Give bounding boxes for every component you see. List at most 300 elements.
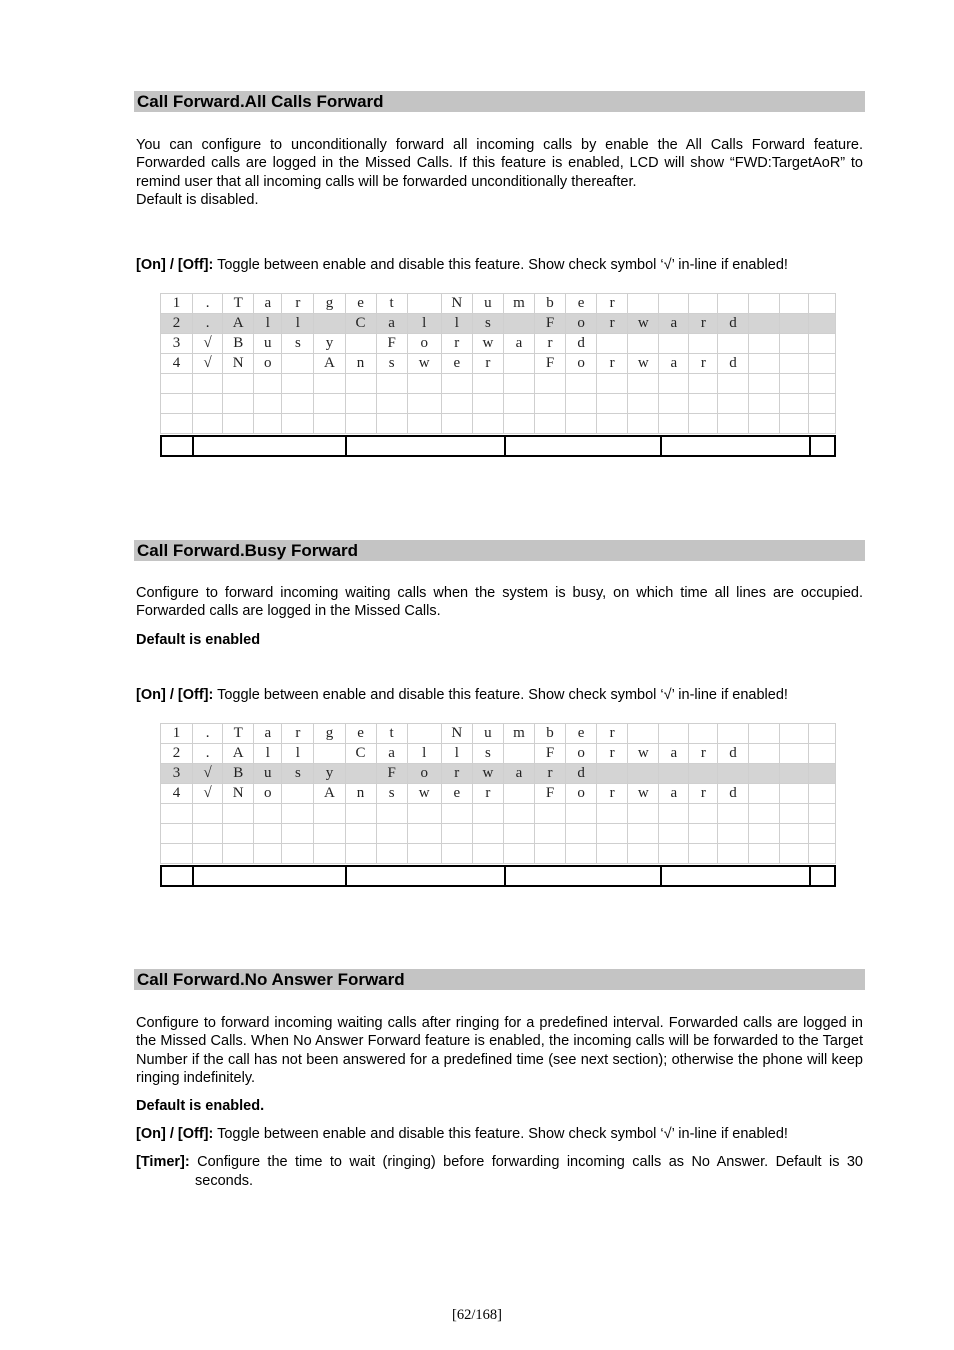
lcd-cell: B	[223, 764, 254, 784]
lcd-cell	[193, 824, 223, 844]
lcd-cell	[779, 844, 808, 864]
lcd-menu-grid	[160, 723, 836, 864]
page-number: [62/168]	[452, 1307, 502, 1323]
lcd-cell	[254, 394, 282, 414]
lcd-cell	[503, 314, 534, 334]
softkey-slot	[194, 867, 347, 885]
lcd-cell	[779, 414, 808, 434]
lcd-cell: r	[282, 294, 314, 314]
lcd-cell: l	[407, 314, 441, 334]
lcd-cell: F	[534, 314, 565, 334]
lcd-cell: o	[566, 314, 597, 334]
lcd-cell	[628, 374, 659, 394]
lcd-row	[161, 764, 836, 784]
lcd-cell	[597, 334, 628, 354]
lcd-cell	[748, 394, 779, 414]
lcd-cell: 1	[161, 724, 193, 744]
lcd-cell	[659, 804, 689, 824]
softkey-slot	[347, 437, 506, 455]
lcd-cell	[193, 374, 223, 394]
lcd-cell	[566, 804, 597, 824]
lcd-cell	[193, 804, 223, 824]
lcd-cell	[314, 394, 345, 414]
lcd-cell	[628, 844, 659, 864]
softkey-slot	[662, 437, 811, 455]
lcd-cell: l	[441, 314, 472, 334]
lcd-row	[161, 844, 836, 864]
lcd-cell	[407, 414, 441, 434]
lcd-cell	[597, 374, 628, 394]
lcd-cell: r	[689, 744, 718, 764]
lcd-cell: r	[534, 334, 565, 354]
lcd-cell	[282, 374, 314, 394]
lcd-cell	[628, 724, 659, 744]
lcd-cell	[345, 764, 376, 784]
lcd-cell: r	[597, 354, 628, 374]
lcd-cell	[534, 844, 565, 864]
lcd-cell	[503, 394, 534, 414]
lcd-cell: B	[223, 334, 254, 354]
lcd-cell: o	[566, 354, 597, 374]
lcd-cell	[193, 394, 223, 414]
lcd-cell	[689, 824, 718, 844]
lcd-cell	[718, 374, 748, 394]
lcd-cell	[659, 764, 689, 784]
lcd-cell	[718, 724, 748, 744]
lcd-cell: l	[441, 744, 472, 764]
lcd-cell	[223, 824, 254, 844]
lcd-cell	[503, 374, 534, 394]
softkey-slot	[506, 867, 662, 885]
busy-forward-description: Configure to forward incoming waiting calls when the system is busy, on which time all lines are occupied. Forwarded calls are logged in the Missed Calls.	[136, 585, 863, 620]
lcd-cell	[566, 844, 597, 864]
lcd-cell	[659, 394, 689, 414]
lcd-cell	[314, 414, 345, 434]
lcd-cell	[689, 334, 718, 354]
lcd-cell	[503, 784, 534, 804]
lcd-cell: d	[718, 744, 748, 764]
lcd-cell	[345, 334, 376, 354]
lcd-cell: l	[254, 744, 282, 764]
lcd-cell	[597, 764, 628, 784]
lcd-cell	[808, 394, 835, 414]
lcd-cell	[441, 844, 472, 864]
lcd-row	[161, 744, 836, 764]
lcd-cell	[808, 414, 835, 434]
lcd-cell	[628, 824, 659, 844]
lcd-cell: r	[689, 314, 718, 334]
lcd-cell: C	[345, 314, 376, 334]
lcd-cell	[718, 414, 748, 434]
lcd-cell: w	[628, 744, 659, 764]
lcd-cell	[472, 374, 503, 394]
lcd-cell	[718, 804, 748, 824]
lcd-cell: r	[597, 784, 628, 804]
lcd-cell: s	[472, 744, 503, 764]
lcd-cell	[779, 374, 808, 394]
lcd-cell	[659, 824, 689, 844]
lcd-cell	[345, 374, 376, 394]
lcd-cell: a	[659, 744, 689, 764]
lcd-cell: 4	[161, 354, 193, 374]
lcd-cell: o	[254, 354, 282, 374]
lcd-cell: d	[718, 314, 748, 334]
toggle-key-label: [On] / [Off]:	[136, 257, 214, 273]
lcd-cell	[314, 844, 345, 864]
lcd-cell	[689, 804, 718, 824]
lcd-cell	[345, 844, 376, 864]
lcd-cell: N	[223, 784, 254, 804]
lcd-cell: a	[254, 294, 282, 314]
lcd-cell: √	[193, 354, 223, 374]
lcd-cell: N	[223, 354, 254, 374]
lcd-cell	[808, 354, 835, 374]
lcd-cell	[503, 804, 534, 824]
lcd-cell	[659, 334, 689, 354]
lcd-cell: .	[193, 314, 223, 334]
lcd-cell: g	[314, 294, 345, 314]
lcd-row	[161, 374, 836, 394]
lcd-cell: T	[223, 294, 254, 314]
lcd-cell	[748, 374, 779, 394]
lcd-cell	[808, 314, 835, 334]
lcd-cell	[314, 804, 345, 824]
lcd-cell	[748, 804, 779, 824]
lcd-cell	[161, 394, 193, 414]
lcd-cell: .	[193, 744, 223, 764]
lcd-cell	[628, 414, 659, 434]
section-title-no-answer-forward: Call Forward.No Answer Forward	[134, 969, 865, 990]
lcd-cell: d	[718, 784, 748, 804]
lcd-cell	[534, 374, 565, 394]
lcd-cell: r	[441, 764, 472, 784]
lcd-cell	[628, 294, 659, 314]
lcd-cell	[808, 724, 835, 744]
lcd-cell	[566, 824, 597, 844]
lcd-cell	[376, 824, 407, 844]
lcd-cell	[282, 804, 314, 824]
lcd-cell	[689, 724, 718, 744]
lcd-cell	[407, 844, 441, 864]
lcd-cell: a	[659, 314, 689, 334]
lcd-cell: d	[566, 764, 597, 784]
lcd-cell: r	[597, 724, 628, 744]
lcd-cell	[779, 724, 808, 744]
lcd-cell	[718, 844, 748, 864]
lcd-cell: r	[472, 354, 503, 374]
toggle-option-line: [On] / [Off]: Toggle between enable and disable this feature. Show check symbol ‘√’ in-line if enabled!	[136, 687, 788, 703]
lcd-cell: m	[503, 724, 534, 744]
lcd-cell: g	[314, 724, 345, 744]
lcd-cell: o	[407, 764, 441, 784]
lcd-cell: o	[566, 744, 597, 764]
no-answer-forward-description: Configure to forward incoming waiting calls after ringing for a predefined interval. Forwarded calls are logged in the Missed Calls. When No Answer Forward feature is enabled, the incoming calls will be forwarded to the Target Number if the call has not been answered for a predefined time (see next section); otherwise the phone will keep ringing indefinitely.	[136, 1015, 863, 1086]
lcd-cell	[472, 414, 503, 434]
lcd-cell	[441, 804, 472, 824]
lcd-row	[161, 334, 836, 354]
lcd-cell	[534, 394, 565, 414]
lcd-cell	[193, 844, 223, 864]
lcd-cell: F	[534, 744, 565, 764]
lcd-cell: l	[282, 744, 314, 764]
lcd-cell	[254, 414, 282, 434]
lcd-cell	[808, 824, 835, 844]
softkey-slot	[506, 437, 662, 455]
lcd-cell	[808, 804, 835, 824]
lcd-cell	[718, 334, 748, 354]
lcd-cell	[718, 294, 748, 314]
lcd-cell: r	[597, 314, 628, 334]
lcd-cell	[808, 334, 835, 354]
lcd-cell	[659, 374, 689, 394]
lcd-cell	[718, 824, 748, 844]
lcd-cell	[748, 294, 779, 314]
lcd-cell	[689, 374, 718, 394]
lcd-cell: F	[376, 334, 407, 354]
lcd-cell	[748, 784, 779, 804]
lcd-cell: F	[534, 784, 565, 804]
lcd-cell: n	[345, 784, 376, 804]
lcd-cell: A	[314, 784, 345, 804]
lcd-cell: l	[254, 314, 282, 334]
lcd-softkey-bar	[160, 435, 836, 457]
all-calls-forward-description: You can configure to unconditionally forward all incoming calls by enable the All Calls Forward feature. Forwarded calls are logged in the Missed Calls. If this feature is enabled, LCD will show “FWD:TargetAoR” to remind user that all incoming calls will be forwarded unconditionally thereafter. Default is disabled.	[136, 137, 863, 208]
lcd-cell	[503, 824, 534, 844]
lcd-cell: F	[376, 764, 407, 784]
lcd-cell	[376, 844, 407, 864]
lcd-cell	[223, 394, 254, 414]
lcd-cell: a	[503, 764, 534, 784]
lcd-cell	[779, 804, 808, 824]
lcd-cell: F	[534, 354, 565, 374]
lcd-cell: 3	[161, 334, 193, 354]
lcd-cell	[689, 764, 718, 784]
lcd-cell	[779, 764, 808, 784]
lcd-cell: u	[472, 294, 503, 314]
lcd-cell: w	[628, 354, 659, 374]
lcd-cell	[472, 824, 503, 844]
lcd-cell	[808, 294, 835, 314]
lcd-cell	[779, 784, 808, 804]
lcd-cell	[597, 394, 628, 414]
lcd-cell	[779, 394, 808, 414]
lcd-cell	[566, 394, 597, 414]
lcd-cell	[628, 804, 659, 824]
lcd-cell	[282, 354, 314, 374]
toggle-option-line: [On] / [Off]: Toggle between enable and disable this feature. Show check symbol ‘√’ in-line if enabled!	[136, 257, 788, 273]
lcd-cell	[254, 824, 282, 844]
lcd-cell: b	[534, 724, 565, 744]
lcd-row	[161, 804, 836, 824]
lcd-cell	[748, 824, 779, 844]
lcd-cell: e	[345, 724, 376, 744]
lcd-cell	[376, 394, 407, 414]
lcd-cell	[161, 374, 193, 394]
lcd-cell	[407, 724, 441, 744]
lcd-cell	[503, 744, 534, 764]
lcd-cell	[718, 394, 748, 414]
lcd-cell	[407, 294, 441, 314]
lcd-cell: r	[441, 334, 472, 354]
lcd-cell: w	[407, 354, 441, 374]
lcd-cell: u	[254, 334, 282, 354]
lcd-cell: r	[689, 354, 718, 374]
lcd-cell: A	[223, 744, 254, 764]
lcd-softkey-bar	[160, 865, 836, 887]
lcd-menu-grid	[160, 293, 836, 434]
lcd-cell	[314, 824, 345, 844]
lcd-cell	[282, 784, 314, 804]
lcd-cell	[472, 394, 503, 414]
lcd-cell	[376, 804, 407, 824]
lcd-cell: e	[566, 294, 597, 314]
default-disabled-text: Default is disabled.	[136, 191, 259, 208]
toggle-key-label: [On] / [Off]:	[136, 687, 214, 703]
lcd-cell	[689, 394, 718, 414]
lcd-cell	[566, 414, 597, 434]
lcd-cell: t	[376, 724, 407, 744]
lcd-cell	[566, 374, 597, 394]
lcd-cell	[193, 414, 223, 434]
lcd-cell	[779, 824, 808, 844]
lcd-cell	[282, 844, 314, 864]
lcd-cell	[808, 764, 835, 784]
lcd-cell: s	[282, 764, 314, 784]
lcd-cell	[314, 744, 345, 764]
lcd-cell	[254, 804, 282, 824]
lcd-cell	[223, 804, 254, 824]
lcd-cell: y	[314, 334, 345, 354]
lcd-cell: t	[376, 294, 407, 314]
lcd-cell	[779, 314, 808, 334]
toggle-key-label: [On] / [Off]:	[136, 1126, 214, 1142]
lcd-cell	[748, 764, 779, 784]
lcd-cell: o	[566, 784, 597, 804]
lcd-cell	[161, 804, 193, 824]
lcd-cell: r	[282, 724, 314, 744]
lcd-cell	[689, 844, 718, 864]
lcd-cell: a	[376, 744, 407, 764]
lcd-cell: w	[472, 334, 503, 354]
lcd-cell: √	[193, 764, 223, 784]
lcd-cell: T	[223, 724, 254, 744]
lcd-cell: a	[503, 334, 534, 354]
lcd-cell	[441, 394, 472, 414]
lcd-cell	[748, 314, 779, 334]
lcd-cell	[534, 824, 565, 844]
lcd-cell: w	[628, 784, 659, 804]
lcd-cell	[808, 374, 835, 394]
lcd-cell: .	[193, 294, 223, 314]
default-enabled-text: Default is enabled	[136, 632, 261, 648]
lcd-cell: a	[376, 314, 407, 334]
lcd-cell: s	[376, 354, 407, 374]
section-title-all-calls-forward: Call Forward.All Calls Forward	[134, 91, 865, 112]
lcd-cell	[689, 414, 718, 434]
lcd-cell: A	[314, 354, 345, 374]
lcd-cell: n	[345, 354, 376, 374]
default-enabled-text: Default is enabled.	[136, 1098, 265, 1114]
lcd-cell: e	[345, 294, 376, 314]
lcd-cell: e	[566, 724, 597, 744]
lcd-cell: a	[659, 784, 689, 804]
lcd-cell: 2	[161, 314, 193, 334]
lcd-cell: N	[441, 724, 472, 744]
lcd-cell	[597, 844, 628, 864]
lcd-cell	[376, 374, 407, 394]
lcd-cell: A	[223, 314, 254, 334]
lcd-row	[161, 724, 836, 744]
lcd-cell: e	[441, 784, 472, 804]
lcd-cell	[407, 804, 441, 824]
lcd-cell	[659, 294, 689, 314]
lcd-cell: r	[597, 294, 628, 314]
lcd-cell	[748, 724, 779, 744]
softkey-slot	[811, 437, 834, 455]
lcd-cell	[282, 394, 314, 414]
lcd-cell	[223, 374, 254, 394]
lcd-cell	[345, 824, 376, 844]
lcd-cell	[779, 334, 808, 354]
lcd-cell: o	[254, 784, 282, 804]
lcd-cell	[161, 844, 193, 864]
lcd-cell: r	[472, 784, 503, 804]
lcd-cell	[441, 414, 472, 434]
lcd-cell	[407, 394, 441, 414]
lcd-cell: l	[282, 314, 314, 334]
lcd-cell	[628, 334, 659, 354]
lcd-cell	[376, 414, 407, 434]
lcd-cell	[503, 354, 534, 374]
lcd-cell: s	[376, 784, 407, 804]
timer-key-label: [Timer]:	[136, 1154, 190, 1170]
lcd-row	[161, 394, 836, 414]
lcd-cell: w	[407, 784, 441, 804]
lcd-cell: 3	[161, 764, 193, 784]
lcd-cell	[407, 824, 441, 844]
lcd-cell	[597, 414, 628, 434]
lcd-cell	[534, 804, 565, 824]
lcd-cell	[748, 414, 779, 434]
lcd-cell	[808, 844, 835, 864]
lcd-cell: w	[628, 314, 659, 334]
lcd-cell	[282, 414, 314, 434]
lcd-cell	[441, 374, 472, 394]
lcd-cell	[534, 414, 565, 434]
lcd-row	[161, 314, 836, 334]
lcd-cell: d	[718, 354, 748, 374]
lcd-cell	[345, 414, 376, 434]
lcd-cell	[441, 824, 472, 844]
lcd-cell	[659, 724, 689, 744]
lcd-cell: y	[314, 764, 345, 784]
lcd-cell	[597, 824, 628, 844]
lcd-cell: 1	[161, 294, 193, 314]
lcd-cell	[282, 824, 314, 844]
lcd-cell	[689, 294, 718, 314]
lcd-cell	[472, 804, 503, 824]
lcd-cell: √	[193, 784, 223, 804]
lcd-cell	[254, 374, 282, 394]
lcd-cell	[161, 824, 193, 844]
timer-option-line: [Timer]: Configure the time to wait (ringing) before forwarding incoming calls as No Answer. Default is 30 seconds.	[136, 1154, 863, 1189]
lcd-cell	[503, 414, 534, 434]
lcd-cell	[659, 844, 689, 864]
lcd-row	[161, 824, 836, 844]
lcd-row	[161, 294, 836, 314]
lcd-cell	[472, 844, 503, 864]
lcd-cell	[314, 374, 345, 394]
